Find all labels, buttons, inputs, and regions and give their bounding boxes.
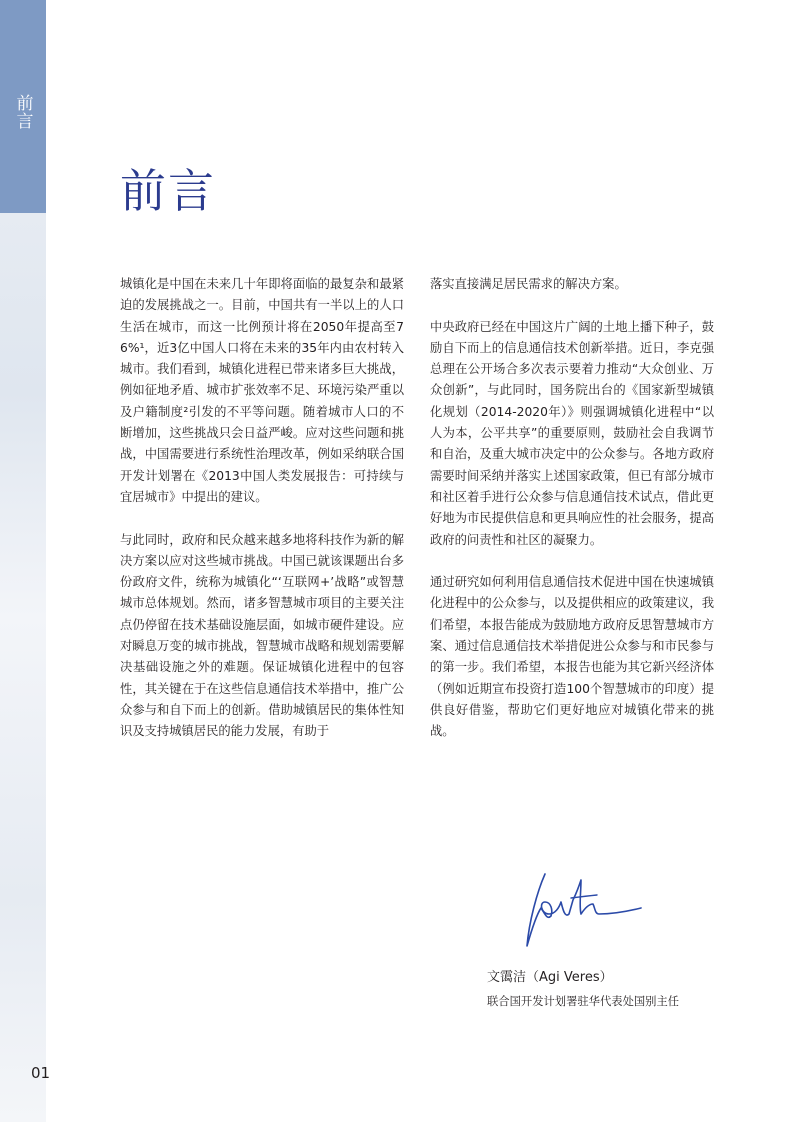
side-tab-label: 前言 [12, 94, 33, 130]
signatory-title: 联合国开发计划署驻华代表处国别主任 [487, 995, 680, 1008]
section-side-tab [0, 0, 46, 213]
right-text-column [430, 274, 714, 764]
page-title: 前言 [120, 164, 216, 218]
paragraph: 与此同时，政府和民众越来越多地将科技作为新的解决方案以应对这些城市挑战。中国已就该课题出台多份政府文件，统称为城镇化“‘互联网+’战略”或智慧城市总体规划。然而，诸多智慧城市项目的主要关注点仍停留在技术基础设施层面，如城市硬件建设。应对瞬息万变的城市挑战，智慧城市战略和规划需要解决基础设施之外的难题。保证城镇化进程中的包容性，其关键在于在这些信息通信技术举措中，推广公众参与和自下而上的创新。借助城镇居民的集体性知识及支持城镇居民的能力发展，有助于 [120, 532, 404, 739]
page-number: 01 [31, 1064, 51, 1082]
signatory-name: 文霭洁（Agi Veres） [487, 970, 613, 985]
paragraph: 中央政府已经在中国这片广阔的土地上播下种子，鼓励自下而上的信息通信技术创新举措。近日，李克强总理在公开场合多次表示要着力推动“大众创业、万众创新”，与此同时，国务院出台的《国家新型城镇化规划（2014-2020年）》则强调城镇化进程中“以人为本，公平共享”的重要原则，鼓励社会自我调节和自治，及重大城市决定中的公众参与。各地方政府需要时间采纳并落实上述国家政策，但已有部分城市和社区着手进行公众参与信息通信技术试点，借此更好地为市民提供信息和更具响应性的社会服务，提高政府的问责性和社区的凝聚力。 [430, 319, 714, 547]
paragraph: 落实直接满足居民需求的解决方案。 [430, 277, 627, 291]
signature-stroke [527, 874, 641, 946]
paragraph: 城镇化是中国在未来几十年即将面临的最复杂和最紧迫的发展挑战之一。目前，中国共有一半以上的人口生活在城市，而这一比例预计将在2050年提高至76%¹，近3亿中国人口将在未来的35年内由农村转入城市。我们看到，城镇化进程已带来诸多巨大挑战，例如征地矛盾、城市扩张效率不足、环境污染严重以及户籍制度²引发的不平等问题。随着城市人口的不断增加，这些挑战只会日益严峻。应对这些问题和挑战，中国需要进行系统性治理改革，例如采纳联合国开发计划署在《2013中国人类发展报告：可持续与宜居城市》中提出的建议。 [120, 277, 404, 504]
paragraph: 通过研究如何利用信息通信技术促进中国在快速城镇化进程中的公众参与，以及提供相应的政策建议，我们希望，本报告能成为鼓励地方政府反思智慧城市方案、通过信息通信技术举措促进公众参与和市民参与的第一步。我们希望，本报告也能为其它新兴经济体（例如近期宣布投资打造100个智慧城市的印度）提供良好借鉴，帮助它们更好地应对城镇化带来的挑战。 [430, 575, 714, 739]
handwritten-signature [515, 862, 645, 954]
left-text-column [120, 274, 404, 764]
